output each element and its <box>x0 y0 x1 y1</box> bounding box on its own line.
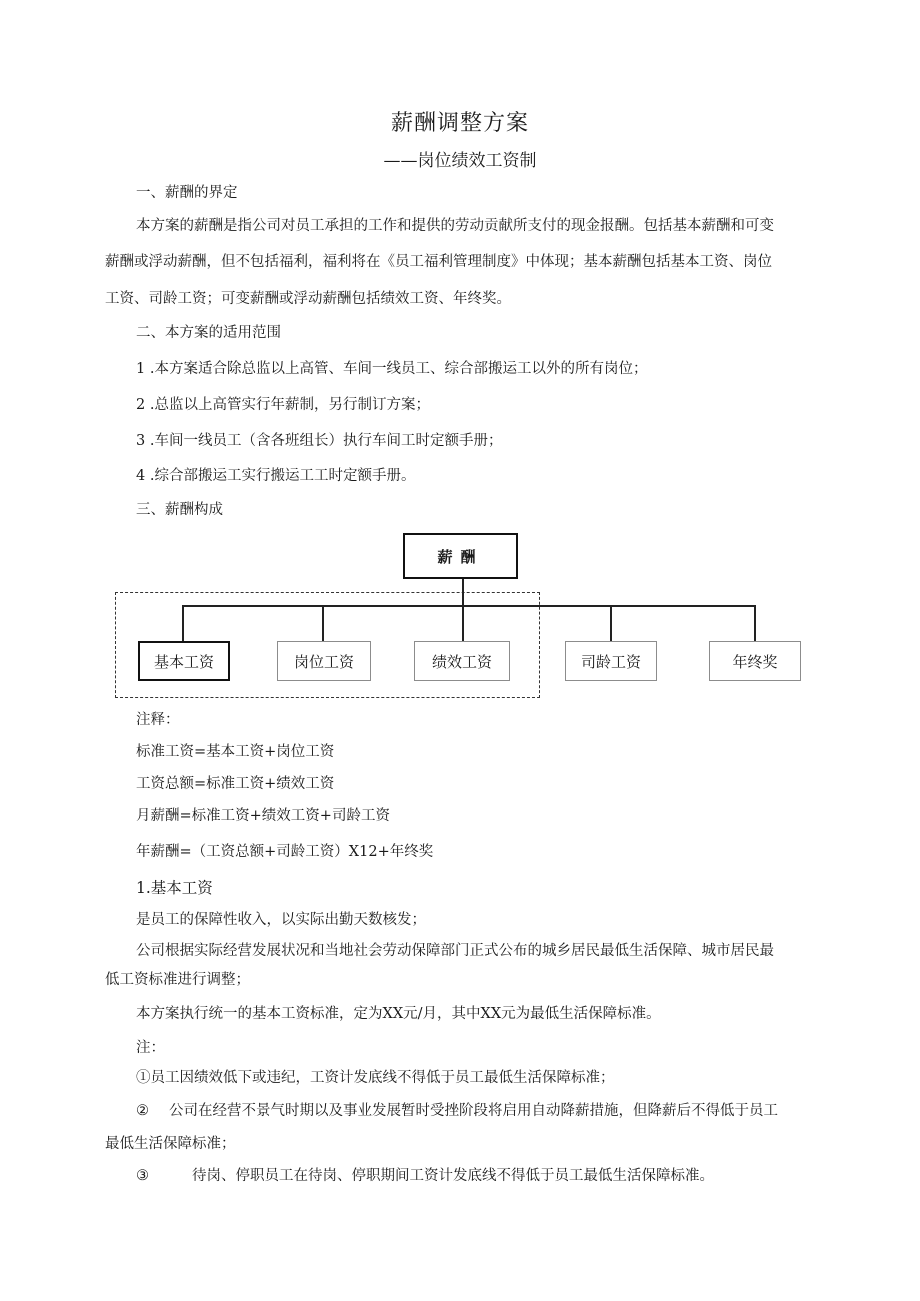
note-label: 注： <box>136 1040 165 1056</box>
basic-wage-paragraph: 本方案执行统一的基本工资标准，定为XX元/月，其中XX元为最低生活保障标准。 <box>136 1006 661 1022</box>
scope-item: 3 .车间一线员工（含各班组长）执行车间工时定额手册； <box>136 433 503 449</box>
note-item: ①员工因绩效低下或违纪，工资计发底线不得低于员工最低生活保障标准； <box>136 1070 615 1086</box>
diagram-root-node: 薪酬 <box>403 533 518 579</box>
section3-heading: 三、薪酬构成 <box>136 502 223 518</box>
formula-line: 工资总额=标准工资+绩效工资 <box>136 776 335 792</box>
basic-wage-paragraph: 低工资标准进行调整； <box>105 972 250 988</box>
diagram-node-performance-wage: 绩效工资 <box>414 641 510 681</box>
connector-line <box>462 578 464 606</box>
section1-paragraph-line: 薪酬或浮动薪酬，但不包括福利，福利将在《员工福利管理制度》中体现；基本薪酬包括基本工资、岗位 <box>105 254 772 270</box>
basic-wage-heading: 1.基本工资 <box>136 879 213 897</box>
note-marker: ② <box>136 1103 149 1119</box>
note-item: 最低生活保障标准； <box>105 1136 236 1152</box>
section2-heading: 二、本方案的适用范围 <box>136 325 281 341</box>
section1-heading: 一、薪酬的界定 <box>136 185 238 201</box>
diagram-node-seniority-wage: 司龄工资 <box>565 641 657 681</box>
note-marker: ③ <box>136 1168 149 1184</box>
basic-wage-paragraph: 是员工的保障性收入，以实际出勤天数核发； <box>136 912 426 928</box>
formula-line: 年薪酬=（工资总额+司龄工资）X12+年终奖 <box>136 844 434 860</box>
section1-paragraph-line: 本方案的薪酬是指公司对员工承担的工作和提供的劳动贡献所支付的现金报酬。包括基本薪酬和可变 <box>136 218 774 234</box>
note-item: 待岗、停职员工在待岗、停职期间工资计发底线不得低于员工最低生活保障标准。 <box>192 1168 714 1184</box>
diagram-node-year-end-bonus: 年终奖 <box>709 641 801 681</box>
scope-item: 1 .本方案适合除总监以上高管、车间一线员工、综合部搬运工以外的所有岗位； <box>136 361 648 377</box>
section1-paragraph-line: 工资、司龄工资；可变薪酬或浮动薪酬包括绩效工资、年终奖。 <box>105 291 511 307</box>
connector-line <box>610 605 612 641</box>
note-item: 公司在经营不景气时期以及事业发展暂时受挫阶段将启用自动降薪措施，但降薪后不得低于员工 <box>169 1103 778 1119</box>
notes-label: 注释： <box>136 712 180 728</box>
diagram-node-basic-wage: 基本工资 <box>138 641 230 681</box>
connector-line <box>754 605 756 641</box>
basic-wage-paragraph: 公司根据实际经营发展状况和当地社会劳动保障部门正式公布的城乡居民最低生活保障、城市居民最 <box>136 943 774 959</box>
diagram-node-position-wage: 岗位工资 <box>277 641 371 681</box>
document-title: 薪酬调整方案 <box>390 111 529 136</box>
connector-line <box>182 605 755 607</box>
document-subtitle: ——岗位绩效工资制 <box>383 151 537 171</box>
connector-line <box>322 605 324 641</box>
scope-item: 4 .综合部搬运工实行搬运工工时定额手册。 <box>136 468 416 484</box>
formula-line: 标准工资=基本工资+岗位工资 <box>136 744 335 760</box>
scope-item: 2 .总监以上高管实行年薪制，另行制订方案； <box>136 397 430 413</box>
connector-line <box>182 605 184 641</box>
connector-line <box>462 605 464 641</box>
formula-line: 月薪酬=标准工资+绩效工资+司龄工资 <box>136 808 390 824</box>
